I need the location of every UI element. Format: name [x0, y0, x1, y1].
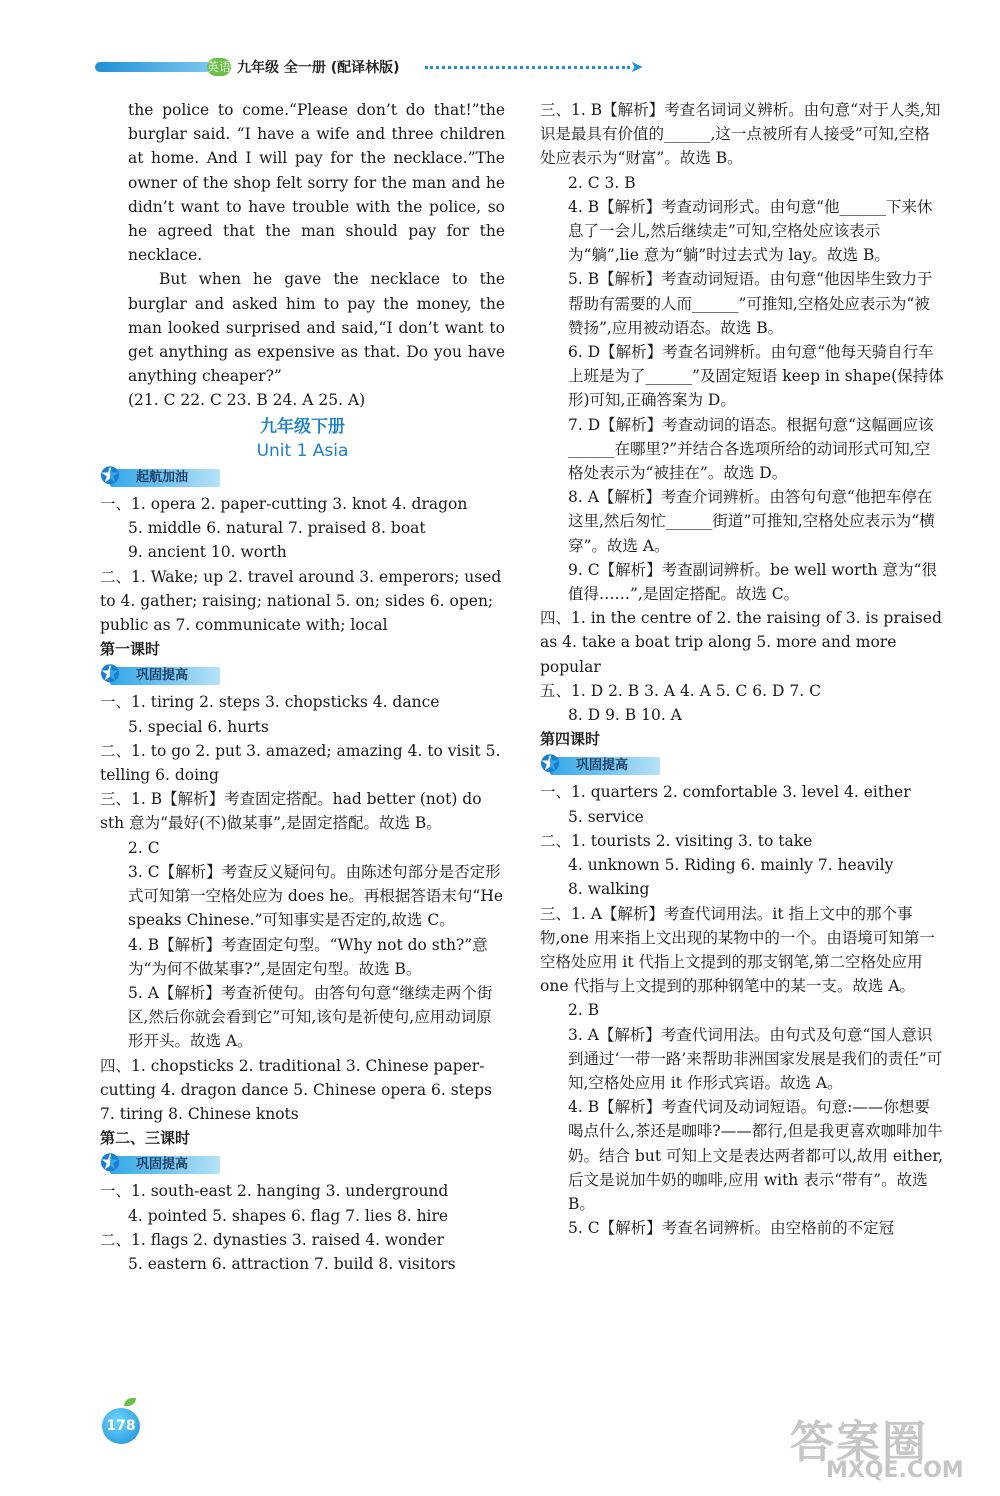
answer-line: 8. walking	[568, 880, 650, 899]
story-paragraph-1: the police to come.“Please don’t do that!”the burglar said. “I have a wife and three children at home. And I will pay for the necklace.”The owner of the shop felt sorry for the man and he didn’t want to have trouble with the police, so he agreed that the man should pay for the necklace.	[128, 101, 505, 265]
answer-line: 4. pointed 5. shapes 6. flag 7. lies 8. hire	[128, 1206, 449, 1225]
watermark	[790, 1406, 990, 1486]
header-band	[95, 62, 215, 72]
answer-block: 三、1. B【解析】考查名词词义辨析。由句意“对于人类,知识是最具有价值的______,这一点被所有人接受”可知,空格处应表示为“财富”。故选 B。	[540, 101, 941, 168]
answer-line: 一、1. south-east 2. hanging 3. underground	[100, 1182, 449, 1201]
lesson-heading: 第二、三课时	[100, 1129, 191, 1148]
answer-line: 8. D 9. B 10. A	[568, 706, 682, 725]
answer-line: 5. middle 6. natural 7. praised 8. boat	[128, 519, 426, 538]
answer-block: 4. B【解析】考查固定句型。“Why not do sth?”意为“为何不做某事?”,是固定句型。故选 B。	[128, 935, 488, 978]
answer-line: 9. ancient 10. worth	[128, 543, 287, 562]
answer-line: 5. service	[568, 807, 644, 826]
answer-block: 二、1. Wake; up 2. travel around 3. emperors; used to 4. gather; raising; national 5. on; sides 6. open; public as 7. communicate with; local	[100, 567, 502, 635]
answer-line: 二、1. tourists 2. visiting 3. to take	[540, 831, 813, 850]
answer-line: 5. eastern 6. attraction 7. build 8. visitors	[128, 1254, 456, 1273]
leaf-icon	[124, 1398, 136, 1406]
answer-block: 三、1. A【解析】考查代词用法。it 指上文中的那个事物,one 用来指上文出现的某物中的一个。由语境可知第一空格处应用 it 代指上文提到的那支钢笔,第二空格处应用 one 代指与上文提到的那种钢笔中的某一支。故选 A。	[540, 904, 935, 996]
star-icon: ✪	[100, 1149, 121, 1178]
star-icon: ✪	[100, 660, 121, 689]
header-title: 九年级 全一册 (配译林版)	[237, 60, 400, 76]
section-banner: ✪ 巩固提高	[100, 1153, 505, 1177]
header-dotted-line	[425, 66, 630, 69]
answer-block: 二、1. to go 2. put 3. amazed; amazing 4. to visit 5. telling 6. doing	[100, 741, 501, 785]
story-answers: (21. C 22. C 23. B 24. A 25. A)	[128, 391, 366, 410]
answer-block: 5. B【解析】考查动词短语。由句意“他因毕生致力于帮助有需要的人而______”可推知,空格处应表示为“被赞扬”,应用被动语态。故选 B。	[568, 270, 933, 337]
section-banner: ✪ 巩固提高	[100, 664, 505, 688]
answer-line: 五、1. D 2. B 3. A 4. A 5. C 6. D 7. C	[540, 681, 821, 700]
right-column	[540, 98, 945, 1240]
answer-line: 4. unknown 5. Riding 6. mainly 7. heavily	[568, 856, 894, 875]
watermark-text: 答案圈	[790, 1417, 928, 1468]
answer-line: 2. B	[568, 1001, 600, 1020]
answer-block: 3. C【解析】考查反义疑问句。由陈述句部分是否定形式可知第一空格处应为 does he。再根据答语末句“He speaks Chinese.”可知事实是否定的,故选 C。	[128, 862, 504, 930]
section-banner: ✪ 巩固提高	[540, 754, 945, 778]
answer-line: 5. special 6. hurts	[128, 717, 269, 736]
watermark-url: MXQE.COM	[826, 1458, 964, 1483]
answer-line: 一、1. tiring 2. steps 3. chopsticks 4. dance	[100, 693, 440, 712]
answer-block: 8. A【解析】考查介词辨析。由答句句意“他把车停在这里,然后匆忙______街道”可推知,空格处应表示为“横穿”。故选 A。	[568, 488, 935, 555]
lesson-heading: 第一课时	[100, 640, 161, 659]
answer-block: 9. C【解析】考查副词辨析。be well worth 意为“很值得……”,是固定搭配。故选 C。	[568, 560, 937, 604]
answer-block: 四、1. chopsticks 2. traditional 3. Chinese paper-cutting 4. dragon dance 5. Chinese opera 6. steps 7. tiring 8. Chinese knots	[100, 1056, 492, 1123]
section-banner: ✪ 起航加油	[100, 466, 505, 490]
story-paragraph-2: But when he gave the necklace to the burglar and asked him to pay the money, the man looked surprised and said,“I don’t want to get anything as expensive as that. Do you have anything cheaper?”	[128, 270, 505, 386]
answer-block: 三、1. B【解析】考查固定搭配。had better (not) do sth 意为“最好(不)做某事”,是固定搭配。故选 B。	[100, 790, 482, 833]
answer-block: 5. C【解析】考查名词辨析。由空格前的不定冠	[568, 1219, 895, 1238]
answer-line: 2. C	[128, 838, 160, 857]
answer-block: 4. B【解析】考查动词形式。由句意“他______下来休息了一会儿,然后继续走”可知,空格处应该表示为“躺”,lie 意为“躺”时过去式为 lay。故选 B。	[568, 197, 933, 265]
unit-title: Unit 1 Asia	[256, 440, 349, 461]
answer-line: 一、1. opera 2. paper-cutting 3. knot 4. dragon	[100, 495, 468, 514]
page-number: 178	[102, 1408, 140, 1444]
star-icon: ✪	[100, 462, 121, 491]
left-column	[100, 98, 505, 1276]
answer-line: 2. C 3. B	[568, 173, 636, 192]
answer-block: 6. D【解析】考查名词辨析。由句意“他每天骑自行车上班是为了______”及固定短语 keep in shape(保持体形)可知,正确答案为 D。	[568, 343, 944, 410]
book-title: 九年级下册	[260, 416, 345, 437]
page-header	[95, 48, 655, 84]
answer-block: 3. A【解析】考查代词用法。由句式及句意“国人意识到通过‘一带一路’来帮助非洲国家发展是我们的责任”可知,空格处应用 it 作形式宾语。故选 A。	[568, 1025, 943, 1092]
lesson-heading: 第四课时	[540, 730, 601, 749]
answer-line: 一、1. quarters 2. comfortable 3. level 4. either	[540, 783, 911, 802]
answer-block: 四、1. in the centre of 2. the raising of 3. is praised as 4. take a boat trip along 5. more and more popular	[540, 609, 942, 676]
answer-block: 4. B【解析】考查代词及动词短语。句意:——你想要喝点什么,茶还是咖啡?——都行,但是我更喜欢咖啡加牛奶。结合 but 可知上文是表达两者都可以,故用 either,后文是说加牛奶的咖啡,应用 with 表示“带有”。故选 B。	[568, 1098, 943, 1213]
answer-block: 5. A【解析】考查祈使句。由答句句意“继续走两个街区,然后你就会看到它”可知,该句是祈使句,应用动词原形开头。故选 A。	[128, 983, 493, 1051]
subject-badge: 英语	[207, 60, 232, 74]
arrow-icon: ➤	[630, 57, 644, 76]
star-icon: ✪	[540, 750, 561, 779]
answer-line: 二、1. flags 2. dynasties 3. raised 4. wonder	[100, 1230, 445, 1249]
answer-block: 7. D【解析】考查动词的语态。根据句意“这幅画应该______在哪里?”并结合各选项所给的动词形式可知,空格处表示为“被挂在”。故选 D。	[568, 415, 934, 483]
